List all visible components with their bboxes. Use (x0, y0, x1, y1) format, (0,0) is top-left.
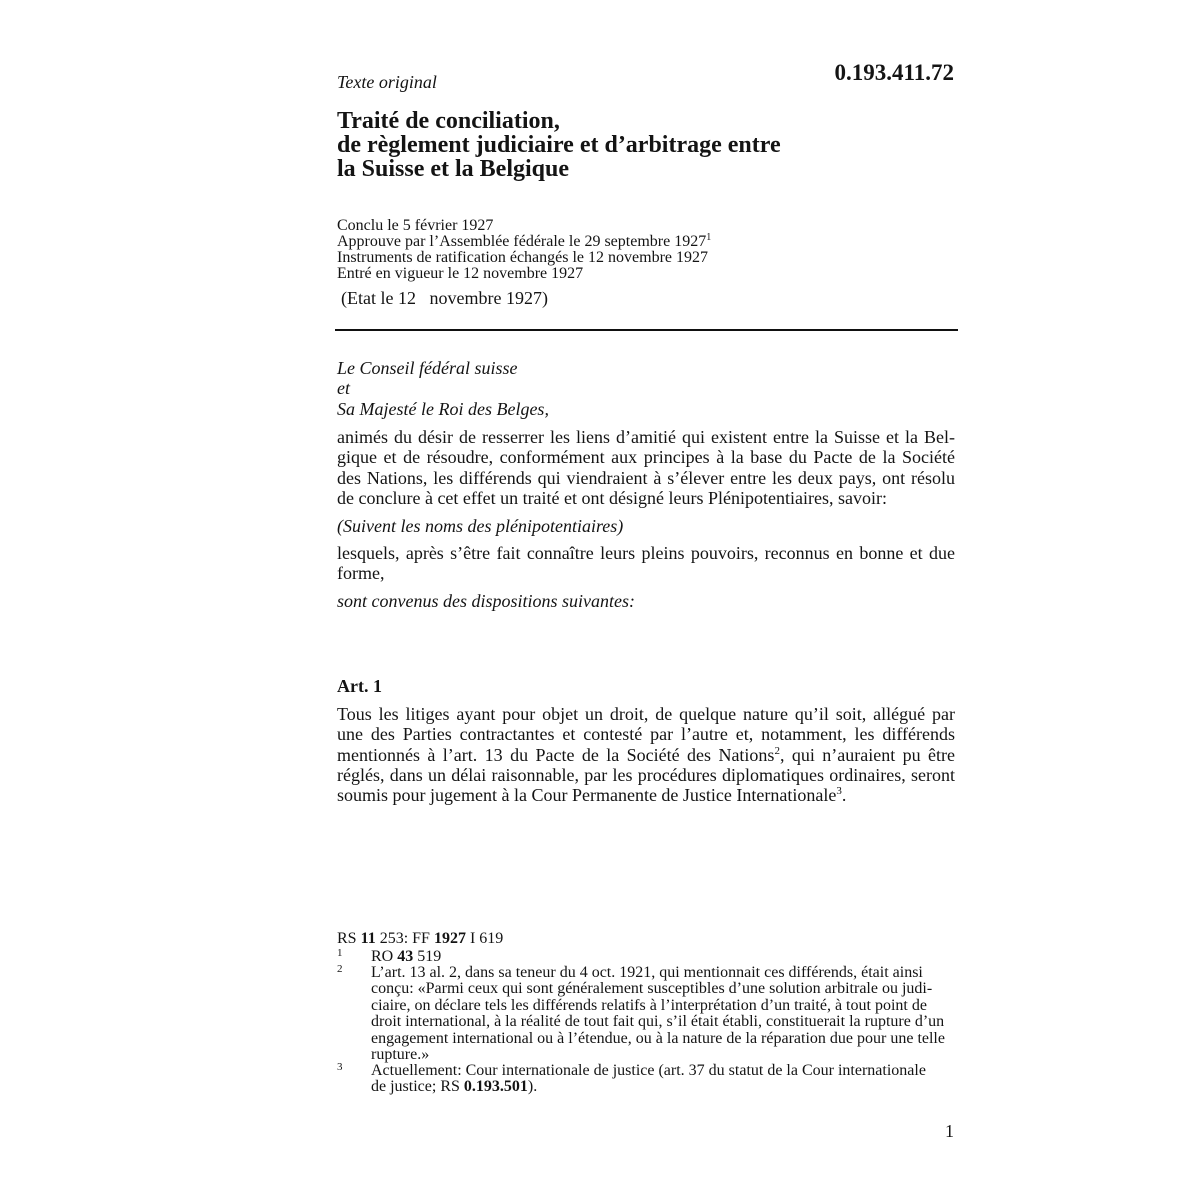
entry-into-force-date: Entré en vigueur le 12 novembre 1927 (337, 265, 584, 282)
line-text: . (841, 785, 847, 805)
title-line: de règlement judiciaire et d’arbitrage entre (337, 132, 781, 158)
paragraph-line: animés du désir de resserrer les liens d’amitié qui existent entre la Suisse et la Bel- (337, 427, 955, 447)
paragraph-line: des Nations, les différends qui viendraient à s’élever entre les deux pays, ont résolu (337, 467, 955, 488)
footnote-line: engagement international ou à l’étendue, ou à la nature de la réparation due pour une telle (371, 1029, 945, 1047)
footnote-number: 3 (337, 1061, 343, 1073)
footnote-line: conçu: «Parmi ceux qui sont généralement susceptibles d’une solution arbitrale ou judi- (371, 980, 933, 998)
plenipotentiaries-note: (Suivent les noms des plénipotentiaires) (337, 516, 624, 536)
footnote-2 (337, 965, 955, 1063)
document-metadata (337, 218, 955, 282)
footnote-text (371, 965, 955, 1063)
footnote-text (371, 949, 955, 965)
paragraph-line: de conclure à cet effet un traité et ont désigné leurs Plénipotentiaires, savoir: (337, 487, 887, 508)
source-suffix: I 619 (469, 930, 504, 947)
powers-paragraph (337, 543, 955, 584)
line-text: ). (527, 1078, 538, 1096)
party-line: et (337, 378, 350, 399)
footnote-ref: 3 (836, 785, 842, 797)
footnote-ref: 1 (706, 232, 712, 243)
party-line: Sa Majesté le Roi des Belges, (337, 398, 549, 419)
footnote-line: rupture.» (371, 1046, 430, 1064)
paragraph-line: Tous les litiges ayant pour objet un droit, de quelque nature qu’il soit, allégué par (337, 704, 955, 724)
line-text: mentionnés à l’art. 13 du Pacte de la Société des Nations (337, 744, 775, 765)
party-line: Le Conseil fédéral suisse (337, 358, 518, 378)
preamble-parties (337, 358, 955, 419)
concluded-date: Conclu le 5 février 1927 (337, 217, 494, 234)
footnote-number: 2 (337, 963, 343, 975)
ref-prefix: RO (371, 948, 394, 965)
footnote-line (371, 1079, 955, 1095)
footnote-text (371, 1063, 955, 1096)
source-prefix: RS (337, 930, 357, 947)
footnote-3 (337, 1063, 955, 1096)
ratification-date: Instruments de ratification échangés le 12 novembre 1927 (337, 249, 708, 266)
ref-page: 519 (417, 948, 442, 965)
source-reference (337, 931, 955, 947)
footnote-line: droit international, à la réalité de tout fait qui, s’il était établi, constituerait la rupture d’un (371, 1013, 945, 1031)
ref-volume: 43 (397, 948, 414, 965)
footnote-line: ciaire, on déclare tels les différends relatifs à l’interprétation d’un traité, à tout point de (371, 996, 927, 1014)
paragraph-line: une des Parties contractantes et contesté par l’autre et, notamment, les différends (337, 724, 955, 745)
paragraph-line: forme, (337, 563, 385, 584)
footnote-line (371, 949, 955, 965)
article-paragraph (337, 704, 955, 805)
source-volume: 11 (360, 930, 376, 947)
document-title (337, 109, 955, 181)
line-text: de justice; RS (371, 1078, 460, 1096)
text-status: Texte original (337, 72, 437, 92)
preamble-intro-paragraph (337, 427, 955, 508)
title-line: la Suisse et la Belgique (337, 156, 570, 182)
paragraph-line: lesquels, après s’être fait connaître leurs pleins pouvoirs, reconnus en bonne et due (337, 543, 955, 563)
source-year: 1927 (433, 930, 466, 947)
page-number: 1 (945, 1121, 954, 1141)
footnote-line: L’art. 13 al. 2, dans sa teneur du 4 oct. 1921, qui mentionnait ces différends, était ainsi (371, 964, 923, 981)
line-text: , qui n’auraient pu être (779, 744, 955, 765)
footnote-line: Actuellement: Cour internationale de justice (art. 37 du statut de la Cour internationale (371, 1062, 926, 1079)
document-number: 0.193.411.72 (834, 60, 954, 85)
line-text: soumis pour jugement à la Cour Permanente de Justice Internationale (337, 785, 837, 805)
paragraph-line: gique et de résoudre, conformément aux principes à la base du Pacte de la Société (337, 447, 955, 468)
footnote-1 (337, 949, 955, 965)
source-middle: 253: FF (379, 930, 430, 947)
paragraph-line (337, 785, 955, 805)
approval-text: Approuve par l’Assemblée fédérale le 29 septembre 1927 (337, 233, 707, 250)
header-rule (335, 329, 958, 331)
footnote-number: 1 (337, 947, 343, 959)
article-heading: Art. 1 (337, 676, 382, 696)
agreed-clause: sont convenus des dispositions suivantes: (337, 591, 635, 611)
state-date: (Etat le 12 novembre 1927) (341, 288, 548, 308)
paragraph-line: réglés, dans un délai raisonnable, par les procédures diplomatiques ordinaires, seront (337, 764, 955, 785)
approval-date (337, 234, 955, 250)
rs-reference: 0.193.501 (463, 1078, 528, 1096)
footnote-ref: 2 (774, 744, 780, 757)
paragraph-line (337, 745, 955, 765)
title-line: Traité de conciliation, (337, 108, 560, 134)
